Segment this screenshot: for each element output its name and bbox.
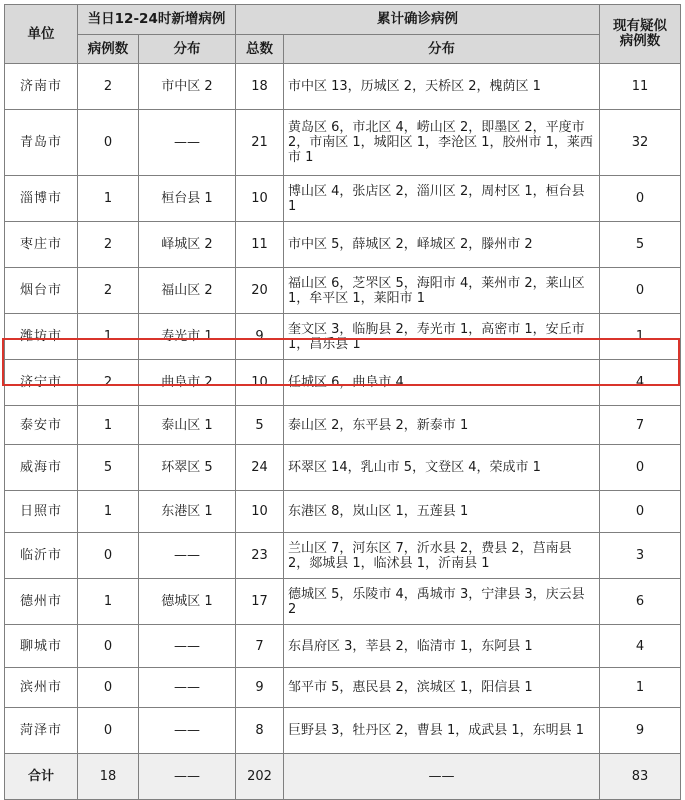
table-row [5, 533, 681, 579]
suspected-cell: 5 [600, 222, 681, 268]
header-unit: 单位 [5, 5, 78, 64]
table-row [5, 625, 681, 668]
distribution-cell: 福山区 6，芝罘区 5，海阳市 4，莱州市 2，莱山区 1，牟平区 1，莱阳市 1 [284, 268, 600, 314]
table-row [5, 668, 681, 708]
suspected-cell: 32 [600, 110, 681, 176]
suspected-cell: 7 [600, 406, 681, 445]
new-cases-cell: 2 [78, 268, 139, 314]
city-cell: 潍坊市 [5, 314, 78, 360]
total-suspected: 83 [600, 754, 681, 800]
distribution-cell: 任城区 6，曲阜市 4 [284, 360, 600, 406]
header-cumulative-group: 累计确诊病例 [236, 5, 600, 35]
suspected-cell: 3 [600, 533, 681, 579]
distribution-cell: 环翠区 14，乳山市 5，文登区 4，荣成市 1 [284, 445, 600, 491]
city-cell: 济南市 [5, 64, 78, 110]
table-row [5, 491, 681, 533]
new-distribution-cell: 福山区 2 [139, 268, 236, 314]
total-cell: 20 [236, 268, 284, 314]
city-cell: 日照市 [5, 491, 78, 533]
distribution-cell: 东昌府区 3，莘县 2，临清市 1，东阿县 1 [284, 625, 600, 668]
new-cases-cell: 0 [78, 110, 139, 176]
distribution-cell: 邹平市 5，惠民县 2，滨城区 1，阳信县 1 [284, 668, 600, 708]
total-new-distribution: —— [139, 754, 236, 800]
table-row [5, 110, 681, 176]
city-cell: 青岛市 [5, 110, 78, 176]
table-row [5, 445, 681, 491]
total-cell: 8 [236, 708, 284, 754]
new-distribution-cell: 市中区 2 [139, 64, 236, 110]
header-total: 总数 [236, 35, 284, 64]
new-cases-cell: 0 [78, 668, 139, 708]
new-distribution-cell: 泰山区 1 [139, 406, 236, 445]
total-cell: 21 [236, 110, 284, 176]
new-distribution-cell: 寿光市 1 [139, 314, 236, 360]
new-cases-cell: 1 [78, 491, 139, 533]
new-cases-cell: 2 [78, 64, 139, 110]
suspected-cell: 4 [600, 625, 681, 668]
suspected-cell: 0 [600, 268, 681, 314]
total-new-cases: 18 [78, 754, 139, 800]
new-cases-cell: 1 [78, 579, 139, 625]
distribution-cell: 博山区 4，张店区 2，淄川区 2，周村区 1，桓台县 1 [284, 176, 600, 222]
new-distribution-cell: —— [139, 625, 236, 668]
city-cell: 淄博市 [5, 176, 78, 222]
table-row [5, 314, 681, 360]
total-cell: 18 [236, 64, 284, 110]
total-row [5, 754, 681, 800]
distribution-cell: 德城区 5，乐陵市 4，禹城市 3，宁津县 3，庆云县 2 [284, 579, 600, 625]
new-cases-cell: 0 [78, 625, 139, 668]
city-cell: 聊城市 [5, 625, 78, 668]
new-distribution-cell: —— [139, 533, 236, 579]
distribution-cell: 泰山区 2，东平县 2，新泰市 1 [284, 406, 600, 445]
table-row-highlighted [5, 360, 681, 406]
suspected-cell: 0 [600, 491, 681, 533]
total-cell: 11 [236, 222, 284, 268]
table-row [5, 579, 681, 625]
new-cases-cell: 2 [78, 222, 139, 268]
city-cell: 滨州市 [5, 668, 78, 708]
total-cell: 17 [236, 579, 284, 625]
header-new-distribution: 分布 [139, 35, 236, 64]
table-row [5, 64, 681, 110]
total-cell: 5 [236, 406, 284, 445]
distribution-cell: 奎文区 3，临朐县 2，寿光市 1，高密市 1，安丘市 1，昌乐县 1 [284, 314, 600, 360]
total-cell: 10 [236, 360, 284, 406]
total-label: 合计 [5, 754, 78, 800]
distribution-cell: 市中区 5，薛城区 2，峄城区 2，滕州市 2 [284, 222, 600, 268]
new-cases-cell: 1 [78, 406, 139, 445]
new-distribution-cell: 德城区 1 [139, 579, 236, 625]
new-distribution-cell: —— [139, 110, 236, 176]
suspected-cell: 11 [600, 64, 681, 110]
table-row [5, 176, 681, 222]
suspected-cell: 0 [600, 445, 681, 491]
new-cases-cell: 1 [78, 176, 139, 222]
header-suspected: 现有疑似病例数 [600, 5, 681, 64]
header-cum-distribution: 分布 [284, 35, 600, 64]
new-cases-cell: 5 [78, 445, 139, 491]
city-cell: 威海市 [5, 445, 78, 491]
total-cell: 10 [236, 176, 284, 222]
suspected-cell: 9 [600, 708, 681, 754]
table-row [5, 222, 681, 268]
city-cell: 枣庄市 [5, 222, 78, 268]
total-cell: 10 [236, 491, 284, 533]
table-row [5, 708, 681, 754]
table-row [5, 268, 681, 314]
city-cell: 菏泽市 [5, 708, 78, 754]
new-cases-cell: 0 [78, 708, 139, 754]
total-cell: 9 [236, 314, 284, 360]
suspected-cell: 0 [600, 176, 681, 222]
new-distribution-cell: 桓台县 1 [139, 176, 236, 222]
new-distribution-cell: 曲阜市 2 [139, 360, 236, 406]
suspected-cell: 1 [600, 314, 681, 360]
city-cell: 德州市 [5, 579, 78, 625]
distribution-cell: 兰山区 7，河东区 7，沂水县 2，费县 2，莒南县 2，郯城县 1，临沭县 1，沂南县 1 [284, 533, 600, 579]
total-cell: 24 [236, 445, 284, 491]
distribution-cell: 东港区 8，岚山区 1，五莲县 1 [284, 491, 600, 533]
suspected-cell: 6 [600, 579, 681, 625]
suspected-cell: 4 [600, 360, 681, 406]
suspected-cell: 1 [600, 668, 681, 708]
distribution-cell: 巨野县 3，牡丹区 2，曹县 1，成武县 1，东明县 1 [284, 708, 600, 754]
table-row [5, 406, 681, 445]
total-cell: 23 [236, 533, 284, 579]
distribution-cell: 黄岛区 6，市北区 4，崂山区 2，即墨区 2，平度市 2，市南区 1，城阳区 1，李沧区 1，胶州市 1，莱西市 1 [284, 110, 600, 176]
new-distribution-cell: —— [139, 668, 236, 708]
new-distribution-cell: 东港区 1 [139, 491, 236, 533]
city-cell: 临沂市 [5, 533, 78, 579]
new-distribution-cell: —— [139, 708, 236, 754]
total-cell: 7 [236, 625, 284, 668]
city-cell: 烟台市 [5, 268, 78, 314]
header-new-group: 当日12-24时新增病例 [78, 5, 236, 35]
total-distribution: —— [284, 754, 600, 800]
header-new-cases: 病例数 [78, 35, 139, 64]
new-distribution-cell: 峄城区 2 [139, 222, 236, 268]
new-cases-cell: 0 [78, 533, 139, 579]
new-distribution-cell: 环翠区 5 [139, 445, 236, 491]
total-cell: 9 [236, 668, 284, 708]
new-cases-cell: 1 [78, 314, 139, 360]
city-cell: 泰安市 [5, 406, 78, 445]
new-cases-cell: 2 [78, 360, 139, 406]
epidemic-table [4, 4, 681, 800]
distribution-cell: 市中区 13，历城区 2，天桥区 2，槐荫区 1 [284, 64, 600, 110]
city-cell: 济宁市 [5, 360, 78, 406]
total-total: 202 [236, 754, 284, 800]
